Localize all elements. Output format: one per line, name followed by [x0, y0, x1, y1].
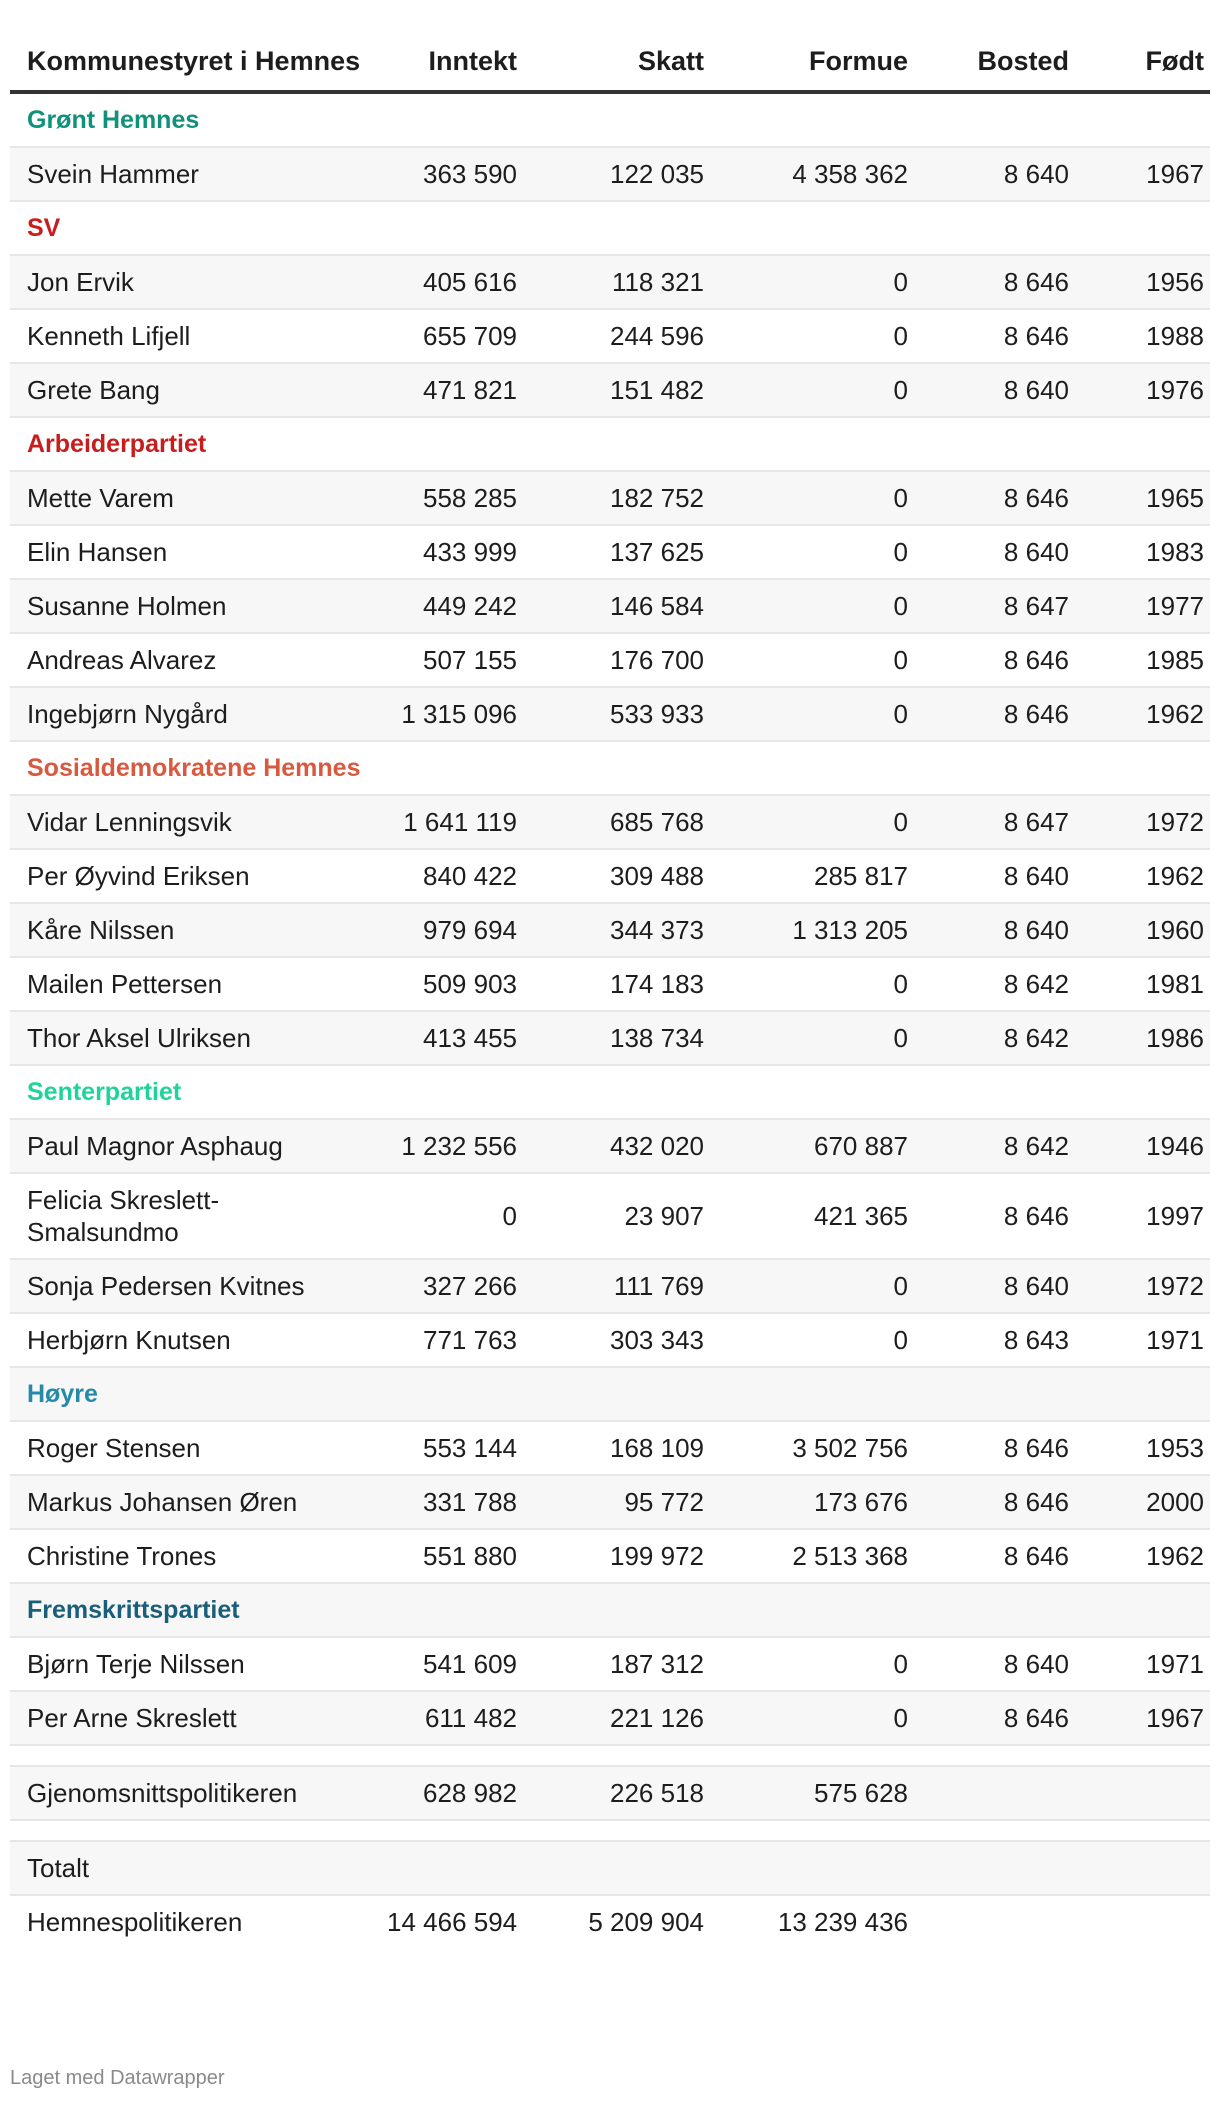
party-header-row	[10, 201, 1210, 255]
cell-skatt: 187 312	[525, 1637, 712, 1691]
table-row	[10, 687, 1210, 741]
cell-skatt: 23 907	[525, 1173, 712, 1259]
empty-cell	[370, 92, 525, 147]
empty-cell	[1077, 1367, 1210, 1421]
empty-cell	[525, 741, 712, 795]
cell-skatt: 221 126	[525, 1691, 712, 1745]
party-name: Fremskrittspartiet	[10, 1583, 370, 1637]
empty-cell	[370, 1583, 525, 1637]
table-row	[10, 525, 1210, 579]
cell-formue: 0	[712, 363, 916, 417]
cell-formue: 0	[712, 1313, 916, 1367]
cell-fodt: 1967	[1077, 1691, 1210, 1745]
cell-inntekt: 979 694	[370, 903, 525, 957]
cell-skatt: 176 700	[525, 633, 712, 687]
cell-formue: 0	[712, 1691, 916, 1745]
spacer-cell	[916, 1820, 1077, 1841]
table-body	[10, 92, 1210, 1948]
cell-bosted: 8 647	[916, 795, 1077, 849]
cell-inntekt: 507 155	[370, 633, 525, 687]
cell-inntekt: 1 315 096	[370, 687, 525, 741]
cell-fodt: 1962	[1077, 849, 1210, 903]
spacer-cell	[916, 1745, 1077, 1766]
member-name[interactable]: Felicia Skreslett-Smalsundmo	[10, 1173, 370, 1259]
cell-formue: 0	[712, 255, 916, 309]
party-name: Arbeiderpartiet	[10, 417, 370, 471]
total-row	[10, 1895, 1210, 1948]
cell-skatt: 146 584	[525, 579, 712, 633]
spacer-cell	[370, 1820, 525, 1841]
total-inntekt: 14 466 594	[387, 1907, 518, 1937]
cell-fodt: 1972	[1077, 795, 1210, 849]
cell-fodt: 2000	[1077, 1475, 1210, 1529]
member-name[interactable]: Kenneth Lifjell	[10, 309, 370, 363]
cell-fodt: 1962	[1077, 1529, 1210, 1583]
cell-formue: 2 513 368	[712, 1529, 916, 1583]
average-skatt: 226 518	[525, 1766, 712, 1820]
cell-inntekt: 0	[370, 1173, 525, 1259]
cell-inntekt: 471 821	[370, 363, 525, 417]
cell-skatt: 137 625	[525, 525, 712, 579]
average-inntekt: 628 982	[370, 1766, 525, 1820]
empty-cell	[712, 1065, 916, 1119]
cell-inntekt: 840 422	[370, 849, 525, 903]
table-row	[10, 795, 1210, 849]
total-formue: 13 239 436	[777, 1907, 908, 1937]
cell-skatt: 303 343	[525, 1313, 712, 1367]
cell-inntekt: 551 880	[370, 1529, 525, 1583]
empty-cell	[370, 417, 525, 471]
cell-bosted: 8 646	[916, 309, 1077, 363]
cell-fodt: 1983	[1077, 525, 1210, 579]
empty-cell	[370, 1841, 525, 1895]
spacer-cell	[10, 1820, 370, 1841]
cell-formue: 0	[712, 957, 916, 1011]
member-name[interactable]: Vidar Lenningsvik	[10, 795, 370, 849]
cell-fodt: 1962	[1077, 687, 1210, 741]
cell-formue: 0	[712, 309, 916, 363]
cell-bosted: 8 646	[916, 1529, 1077, 1583]
total-name: Hemnespolitikeren	[27, 1907, 243, 1937]
empty-cell	[916, 92, 1077, 147]
spacer-cell	[525, 1820, 712, 1841]
party-header-row	[10, 1583, 1210, 1637]
cell-skatt: 95 772	[525, 1475, 712, 1529]
cell-fodt: 1976	[1077, 363, 1210, 417]
cell-bosted: 8 642	[916, 1119, 1077, 1173]
empty-cell	[712, 741, 916, 795]
table-row	[10, 1119, 1210, 1173]
cell-formue: 0	[712, 471, 916, 525]
cell-skatt: 244 596	[525, 309, 712, 363]
empty-cell	[916, 1895, 1077, 1948]
cell-skatt: 138 734	[525, 1011, 712, 1065]
member-name[interactable]: Elin Hansen	[10, 525, 370, 579]
party-name: Sosialdemokratene Hemnes	[10, 741, 370, 795]
table-row	[10, 903, 1210, 957]
cell-inntekt: 611 482	[370, 1691, 525, 1745]
spacer-cell	[1077, 1820, 1210, 1841]
cell-bosted: 8 642	[916, 957, 1077, 1011]
cell-formue: 4 358 362	[712, 147, 916, 201]
cell-inntekt: 558 285	[370, 471, 525, 525]
total-skatt: 5 209 904	[588, 1907, 704, 1937]
cell-bosted: 8 646	[916, 1691, 1077, 1745]
cell-bosted: 8 646	[916, 1173, 1077, 1259]
empty-cell	[712, 417, 916, 471]
cell-bosted: 8 646	[916, 255, 1077, 309]
empty-cell	[1077, 92, 1210, 147]
cell-bosted: 8 642	[916, 1011, 1077, 1065]
member-name[interactable]: Sonja Pedersen Kvitnes	[10, 1259, 370, 1313]
empty-cell	[370, 741, 525, 795]
cell-formue: 0	[712, 1637, 916, 1691]
cell-skatt: 168 109	[525, 1421, 712, 1475]
datawrapper-credit[interactable]: Laget med Datawrapper	[10, 2067, 225, 2089]
empty-cell	[1077, 1065, 1210, 1119]
member-name[interactable]: Grete Bang	[10, 363, 370, 417]
table-row	[10, 363, 1210, 417]
cell-fodt: 1960	[1077, 903, 1210, 957]
cell-formue: 285 817	[712, 849, 916, 903]
cell-inntekt: 541 609	[370, 1637, 525, 1691]
cell-bosted: 8 640	[916, 147, 1077, 201]
member-name[interactable]: Susanne Holmen	[10, 579, 370, 633]
empty-cell	[916, 1583, 1077, 1637]
spacer-row	[10, 1745, 1210, 1766]
average-label: Gjenomsnittspolitikeren	[10, 1766, 370, 1820]
cell-fodt: 1981	[1077, 957, 1210, 1011]
table-row	[10, 1313, 1210, 1367]
member-name[interactable]: Christine Trones	[10, 1529, 370, 1583]
member-name[interactable]: Jon Ervik	[10, 255, 370, 309]
cell-skatt: 111 769	[525, 1259, 712, 1313]
cell-bosted: 8 646	[916, 687, 1077, 741]
total-label: Totalt	[10, 1841, 370, 1895]
average-formue: 575 628	[712, 1766, 916, 1820]
cell-inntekt: 655 709	[370, 309, 525, 363]
spacer-cell	[370, 1745, 525, 1766]
table-title-header[interactable]: Kommunestyret i Hemnes	[10, 0, 370, 92]
cell-skatt: 685 768	[525, 795, 712, 849]
cell-skatt: 151 482	[525, 363, 712, 417]
cell-bosted: 8 640	[916, 363, 1077, 417]
cell-bosted: 8 646	[916, 633, 1077, 687]
cell-fodt: 1977	[1077, 579, 1210, 633]
cell-skatt: 533 933	[525, 687, 712, 741]
column-header-skatt[interactable]: Skatt	[525, 0, 712, 92]
cell-inntekt: 363 590	[370, 147, 525, 201]
party-income-table	[10, 0, 1210, 1948]
cell-inntekt: 331 788	[370, 1475, 525, 1529]
table-row	[10, 1421, 1210, 1475]
cell-inntekt: 771 763	[370, 1313, 525, 1367]
party-name: Senterpartiet	[10, 1065, 370, 1119]
table-row	[10, 255, 1210, 309]
cell-fodt: 1972	[1077, 1259, 1210, 1313]
cell-skatt: 432 020	[525, 1119, 712, 1173]
spacer-cell	[712, 1745, 916, 1766]
cell-fodt: 1967	[1077, 147, 1210, 201]
member-name[interactable]: Roger Stensen	[10, 1421, 370, 1475]
cell-bosted: 8 640	[916, 849, 1077, 903]
cell-inntekt: 413 455	[370, 1011, 525, 1065]
empty-cell	[525, 417, 712, 471]
member-name[interactable]: Andreas Alvarez	[10, 633, 370, 687]
column-header-formue[interactable]: Formue	[712, 0, 916, 92]
cell-skatt: 174 183	[525, 957, 712, 1011]
empty-cell	[370, 1065, 525, 1119]
empty-cell	[525, 201, 712, 255]
party-name: SV	[10, 201, 370, 255]
empty-cell	[1077, 1766, 1210, 1820]
member-name[interactable]: Kåre Nilssen	[10, 903, 370, 957]
member-name[interactable]: Mailen Pettersen	[10, 957, 370, 1011]
empty-cell	[916, 1065, 1077, 1119]
cell-bosted: 8 640	[916, 1637, 1077, 1691]
cell-fodt: 1988	[1077, 309, 1210, 363]
cell-formue: 3 502 756	[712, 1421, 916, 1475]
empty-cell	[525, 1065, 712, 1119]
party-header-row	[10, 417, 1210, 471]
cell-skatt: 344 373	[525, 903, 712, 957]
cell-bosted: 8 640	[916, 525, 1077, 579]
cell-formue: 0	[712, 1259, 916, 1313]
spacer-row	[10, 1820, 1210, 1841]
table-row	[10, 471, 1210, 525]
member-name[interactable]: Paul Magnor Asphaug	[10, 1119, 370, 1173]
empty-cell	[712, 201, 916, 255]
table-row	[10, 309, 1210, 363]
cell-formue: 421 365	[712, 1173, 916, 1259]
cell-formue: 0	[712, 1011, 916, 1065]
empty-cell	[525, 1367, 712, 1421]
cell-fodt: 1965	[1077, 471, 1210, 525]
cell-fodt: 1953	[1077, 1421, 1210, 1475]
empty-cell	[916, 741, 1077, 795]
empty-cell	[1077, 417, 1210, 471]
member-name[interactable]: Svein Hammer	[10, 147, 370, 201]
member-name[interactable]: Markus Johansen Øren	[10, 1475, 370, 1529]
spacer-cell	[712, 1820, 916, 1841]
table-row	[10, 1011, 1210, 1065]
column-header-bosted[interactable]: Bosted	[916, 0, 1077, 92]
table-row	[10, 147, 1210, 201]
cell-bosted: 8 643	[916, 1313, 1077, 1367]
cell-formue: 0	[712, 633, 916, 687]
cell-skatt: 122 035	[525, 147, 712, 201]
cell-skatt: 182 752	[525, 471, 712, 525]
table-row	[10, 1637, 1210, 1691]
member-name[interactable]: Per Øyvind Eriksen	[10, 849, 370, 903]
empty-cell	[916, 417, 1077, 471]
table-row	[10, 1529, 1210, 1583]
cell-inntekt: 1 232 556	[370, 1119, 525, 1173]
cell-skatt: 199 972	[525, 1529, 712, 1583]
cell-formue: 0	[712, 579, 916, 633]
cell-inntekt: 433 999	[370, 525, 525, 579]
cell-inntekt: 405 616	[370, 255, 525, 309]
cell-inntekt: 327 266	[370, 1259, 525, 1313]
cell-fodt: 1985	[1077, 633, 1210, 687]
table-row	[10, 1173, 1210, 1259]
spacer-cell	[1077, 1745, 1210, 1766]
empty-cell	[525, 1841, 712, 1895]
cell-inntekt: 509 903	[370, 957, 525, 1011]
average-row	[10, 1766, 1210, 1820]
header-row	[10, 0, 1210, 92]
cell-skatt: 309 488	[525, 849, 712, 903]
empty-cell	[525, 1583, 712, 1637]
cell-bosted: 8 646	[916, 1475, 1077, 1529]
member-name[interactable]: Thor Aksel Ulriksen	[10, 1011, 370, 1065]
cell-formue: 0	[712, 795, 916, 849]
table-row	[10, 1259, 1210, 1313]
table-row	[10, 1691, 1210, 1745]
empty-cell	[712, 92, 916, 147]
cell-bosted: 8 640	[916, 903, 1077, 957]
empty-cell	[1077, 1583, 1210, 1637]
party-header-row	[10, 1367, 1210, 1421]
cell-inntekt: 553 144	[370, 1421, 525, 1475]
cell-inntekt: 1 641 119	[370, 795, 525, 849]
empty-cell	[916, 1841, 1077, 1895]
empty-cell	[712, 1841, 916, 1895]
cell-fodt: 1971	[1077, 1637, 1210, 1691]
cell-bosted: 8 640	[916, 1259, 1077, 1313]
cell-inntekt: 449 242	[370, 579, 525, 633]
cell-skatt: 118 321	[525, 255, 712, 309]
empty-cell	[916, 1766, 1077, 1820]
cell-bosted: 8 647	[916, 579, 1077, 633]
empty-cell	[712, 1367, 916, 1421]
table-row	[10, 957, 1210, 1011]
party-name: Grønt Hemnes	[10, 92, 370, 147]
cell-fodt: 1997	[1077, 1173, 1210, 1259]
empty-cell	[916, 201, 1077, 255]
member-name[interactable]: Herbjørn Knutsen	[10, 1313, 370, 1367]
table-row	[10, 579, 1210, 633]
party-header-row	[10, 741, 1210, 795]
member-name[interactable]: Ingebjørn Nygård	[10, 687, 370, 741]
column-header-inntekt[interactable]: Inntekt	[370, 0, 525, 92]
empty-cell	[1077, 1841, 1210, 1895]
party-header-row	[10, 92, 1210, 147]
column-header-fodt[interactable]: Født	[1077, 0, 1210, 92]
empty-cell	[525, 92, 712, 147]
cell-fodt: 1971	[1077, 1313, 1210, 1367]
total-label-row	[10, 1841, 1210, 1895]
member-name[interactable]: Per Arne Skreslett	[10, 1691, 370, 1745]
cell-formue: 670 887	[712, 1119, 916, 1173]
cell-bosted: 8 646	[916, 471, 1077, 525]
table-row	[10, 849, 1210, 903]
cell-formue: 173 676	[712, 1475, 916, 1529]
party-header-row	[10, 1065, 1210, 1119]
empty-cell	[712, 1583, 916, 1637]
spacer-cell	[10, 1745, 370, 1766]
member-name[interactable]: Bjørn Terje Nilssen	[10, 1637, 370, 1691]
party-name: Høyre	[10, 1367, 370, 1421]
cell-fodt: 1946	[1077, 1119, 1210, 1173]
table-row	[10, 633, 1210, 687]
member-name[interactable]: Mette Varem	[10, 471, 370, 525]
cell-formue: 0	[712, 525, 916, 579]
cell-fodt: 1986	[1077, 1011, 1210, 1065]
spacer-cell	[525, 1745, 712, 1766]
empty-cell	[916, 1367, 1077, 1421]
empty-cell	[1077, 201, 1210, 255]
cell-formue: 0	[712, 687, 916, 741]
empty-cell	[370, 1367, 525, 1421]
empty-cell	[370, 201, 525, 255]
cell-formue: 1 313 205	[712, 903, 916, 957]
empty-cell	[1077, 1895, 1210, 1948]
cell-bosted: 8 646	[916, 1421, 1077, 1475]
empty-cell	[1077, 741, 1210, 795]
cell-fodt: 1956	[1077, 255, 1210, 309]
table-row	[10, 1475, 1210, 1529]
